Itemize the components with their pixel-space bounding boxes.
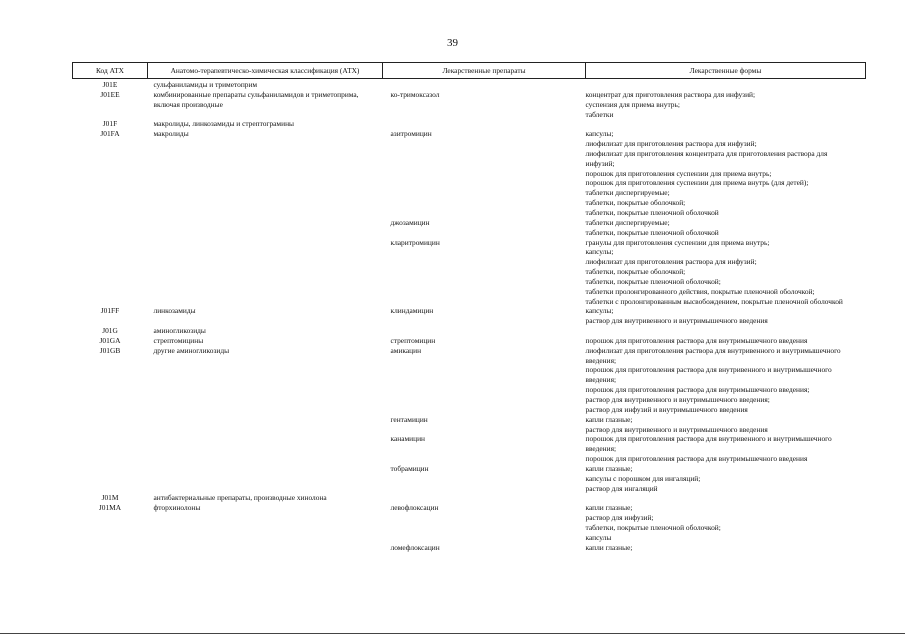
dosage-form-cell: порошок для приготовления раствора для внутримышечного введения <box>585 335 808 345</box>
table-row <box>73 434 866 464</box>
drug-cell: азитромицин <box>390 129 432 139</box>
atc-code-cell <box>73 434 148 464</box>
dosage-form-cell: капли глазные; капсулы с порошком для ингаляций; раствор для ингаляций <box>585 463 701 493</box>
classification-cell: макролиды, линкозамиды и стрептограмины <box>153 119 294 129</box>
atc-table <box>72 62 866 553</box>
drug-cell <box>383 119 586 129</box>
atc-code-cell: J01FF <box>100 306 120 316</box>
table-row <box>73 90 866 120</box>
classification-cell <box>148 238 383 307</box>
drug-cell: джозамицин <box>390 217 430 227</box>
dosage-form-cell: капли глазные; раствор для инфузий; таблетки, покрытые пленочной оболочкой; капсулы <box>585 503 721 542</box>
classification-cell: линкозамиды <box>153 306 196 316</box>
drug-cell <box>383 326 586 336</box>
classification-cell <box>148 218 383 238</box>
table-row <box>73 493 866 503</box>
page-number: 39 <box>447 37 458 49</box>
header-drugs: Лекарственные препараты <box>383 63 586 79</box>
drug-cell: ко-тримоксазол <box>390 89 440 99</box>
table-row <box>73 238 866 307</box>
header-classification: Анатомо-терапевтическо-химическая классификация (АТХ) <box>148 63 383 79</box>
dosage-form-cell: капсулы; раствор для внутривенного и внутримышечного введения <box>585 306 768 326</box>
classification-cell <box>148 434 383 464</box>
bottom-rule <box>0 633 905 634</box>
dosage-form-cell: капли глазные; раствор для внутривенного и внутримышечного введения <box>585 414 768 434</box>
atc-code-cell: J01MA <box>98 503 122 513</box>
table-row <box>73 218 866 238</box>
atc-code-cell: J01GA <box>99 335 121 345</box>
table-row <box>73 503 866 542</box>
drug-cell: ломефлоксацин <box>390 542 440 552</box>
atc-code-cell: J01E <box>102 80 118 89</box>
table-row <box>73 119 866 129</box>
classification-cell <box>148 415 383 435</box>
drug-cell <box>383 79 586 90</box>
drug-cell: гентамицин <box>390 414 428 424</box>
drug-cell: канамицин <box>390 434 425 444</box>
dosage-form-cell: порошок для приготовления раствора для внутривенного и внутримышечного введения; порошок для приготовления раствора для внутримышечного введения <box>585 434 832 464</box>
drug-cell: клиндамицин <box>390 306 434 316</box>
classification-cell: другие аминогликозиды <box>153 345 230 355</box>
header-code: Код ATX <box>73 63 148 79</box>
dosage-form-cell: капли глазные; <box>585 542 633 552</box>
atc-code-cell <box>73 218 148 238</box>
atc-code-cell: J01M <box>101 493 119 503</box>
atc-code-cell <box>73 543 148 553</box>
dosage-form-cell: гранулы для приготовления суспензии для приема внутрь; капсулы; лиофилизат для приготовления раствора для инфузий; таблетки, покрытые оболочкой; таблетки, покрытые пленочной оболочкой; таблетки пролонгированного действия, покрытые пленочной оболочкой; таблетки с пролонгированным высвобождением, покрытые пленочной оболочкой <box>585 237 843 306</box>
drug-cell: тобрамицин <box>390 463 429 473</box>
atc-code-cell: J01G <box>102 326 118 336</box>
classification-cell: макролиды <box>153 129 189 139</box>
classification-cell <box>148 543 383 553</box>
table-row <box>73 129 866 218</box>
classification-cell <box>148 464 383 494</box>
classification-cell: сульфаниламиды и триметоприм <box>153 80 258 89</box>
dosage-form-cell <box>586 326 866 336</box>
classification-cell: стрептомицины <box>153 335 204 345</box>
dosage-form-cell: капсулы; лиофилизат для приготовления раствора для инфузий; лиофилизат для приготовления концентрата для приготовления раствора для инфузий; порошок для приготовления суспензии для приема внутрь; порошок для приготовления суспензии для приема внутрь (для детей); таблетки диспергируемые; таблетки, покрытые оболочкой; таблетки, покрытые пленочной оболочкой <box>585 129 828 217</box>
atc-code-cell <box>73 464 148 494</box>
table-body <box>73 79 866 553</box>
drug-cell: амикацин <box>390 345 422 355</box>
table-header <box>73 63 866 79</box>
table-row <box>73 79 866 90</box>
atc-code-cell <box>73 415 148 435</box>
table-row <box>73 306 866 326</box>
header-forms: Лекарственные формы <box>586 63 866 79</box>
table-row <box>73 336 866 346</box>
dosage-form-cell: лиофилизат для приготовления раствора для внутривенного и внутримышечного введения; порошок для приготовления раствора для внутривенного и внутримышечного введения; порошок для приготовления раствора для внутримышечного введения; раствор для внутривенного и внутримышечного введения; раствор для инфузий и внутримышечного введения <box>585 345 841 414</box>
dosage-form-cell <box>586 79 866 90</box>
atc-code-cell: J01F <box>102 119 118 129</box>
dosage-form-cell: таблетки диспергируемые; таблетки, покрытые пленочной оболочкой <box>585 217 719 237</box>
drug-cell: левофлоксацин <box>390 503 439 513</box>
table-row <box>73 543 866 553</box>
drug-cell <box>383 493 586 503</box>
table-row <box>73 326 866 336</box>
table-row <box>73 346 866 415</box>
classification-cell: антибактериальные препараты, производные хинолона <box>153 493 327 503</box>
atc-code-cell: J01GB <box>99 345 121 355</box>
classification-cell: аминогликозиды <box>153 326 206 336</box>
dosage-form-cell <box>586 119 866 129</box>
table-row <box>73 415 866 435</box>
table-row <box>73 464 866 494</box>
atc-code-cell: J01FA <box>100 129 120 139</box>
classification-cell: комбинированные препараты сульфаниламидов и триметоприма, включая производные <box>153 89 359 109</box>
atc-code-cell <box>73 238 148 307</box>
drug-cell: кларитромицин <box>390 237 440 247</box>
classification-cell: фторхинолоны <box>153 503 201 513</box>
dosage-form-cell <box>586 493 866 503</box>
atc-code-cell: J01EE <box>100 89 120 99</box>
dosage-form-cell: концентрат для приготовления раствора для инфузий; суспензия для приема внутрь; таблетки <box>585 89 756 119</box>
drug-cell: стрептомицин <box>390 335 436 345</box>
